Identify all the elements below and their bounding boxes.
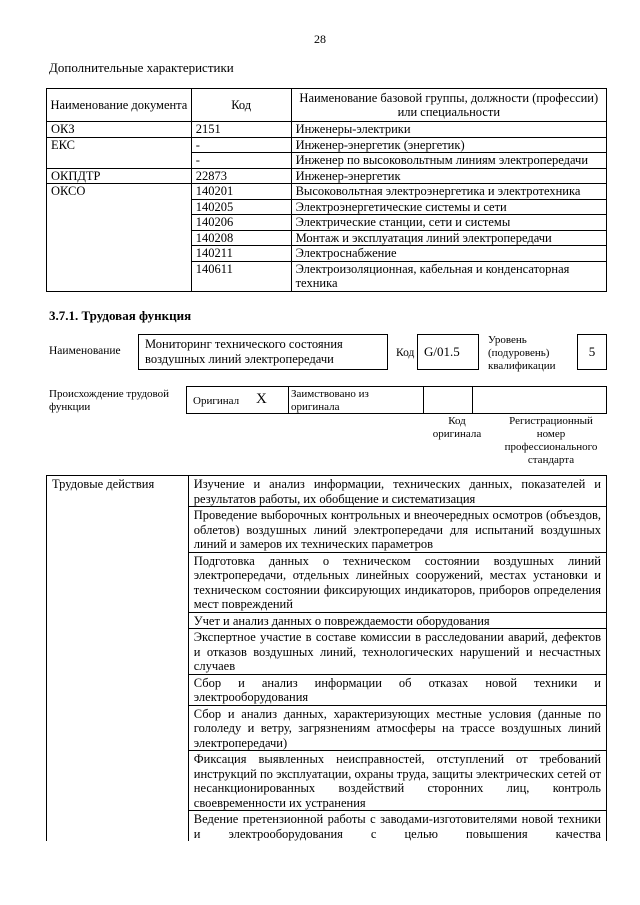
labor-action-item: Фиксация выявленных неисправностей, отступлений от требований инструкций по эксплуатации, охраны труда, защиты электрических сетей от несанкционированных воздействий сторонних лиц, контроль своевременности их устранения xyxy=(188,751,606,811)
labor-action-item: Учет и анализ данных о повреждаемости оборудования xyxy=(188,612,606,629)
char-cell-name: Инженеры-электрики xyxy=(291,122,606,138)
char-row xyxy=(47,168,607,184)
labor-action-item: Ведение претензионной работы с заводами-изготовителями новой техники и электрооборудования с целью повышения качества xyxy=(188,811,606,842)
char-cell-doc: ОКСО xyxy=(47,184,192,200)
char-cell-code: - xyxy=(191,153,291,169)
original-label: Оригинал xyxy=(193,395,240,407)
char-cell-doc: ОКПДТР xyxy=(47,168,192,184)
char-cell-name: Электроизоляционная, кабельная и конденсаторная техника xyxy=(291,261,606,291)
labor-action-item: Проведение выборочных контрольных и внеочередных осмотров (объездов, облетов) воздушных линий электропередачи для испытаний воздушных линий и замеров их технических параметров xyxy=(188,507,606,553)
char-cell-name: Инженер по высоковольтным линиям электропередачи xyxy=(291,153,606,169)
origin-label: Происхождение трудовой функции xyxy=(49,388,170,413)
reg-number-caption: Регистрационный номер профессионального стандарта xyxy=(504,415,598,466)
level-value: 5 xyxy=(577,334,607,370)
section-title: 3.7.1. Трудовая функция xyxy=(49,308,192,323)
char-cell-doc xyxy=(47,199,192,215)
char-row xyxy=(47,246,607,262)
labor-action-item: Изучение и анализ информации, технических данных, показателей и результатов работы, их обобщение и систематизация xyxy=(188,476,606,507)
char-cell-doc xyxy=(47,215,192,231)
char-cell-doc xyxy=(47,153,192,169)
origin-box xyxy=(186,386,607,414)
labor-action-item: Сбор и анализ данных, характеризующих местные условия (данные по гололеду и ветру, загрязнениям атмосферы на трассе воздушных линий электропередачи) xyxy=(188,705,606,751)
char-cell-code: 140206 xyxy=(191,215,291,231)
char-cell-doc xyxy=(47,230,192,246)
char-cell-code: 140205 xyxy=(191,199,291,215)
char-cell-code: 140201 xyxy=(191,184,291,200)
char-row xyxy=(47,230,607,246)
code-label: Код xyxy=(396,347,415,359)
char-cell-code: 22873 xyxy=(191,168,291,184)
char-cell-doc xyxy=(47,246,192,262)
char-cell-doc: ЕКС xyxy=(47,137,192,153)
header-group-name: Наименование базовой группы, должности (профессии) или специальности xyxy=(291,89,606,122)
header-document: Наименование документа xyxy=(47,89,192,122)
char-cell-code: 140611 xyxy=(191,261,291,291)
labor-actions-table xyxy=(46,475,607,841)
characteristics-table xyxy=(46,88,607,292)
labor-action-item: Экспертное участие в составе комиссии в расследовании аварий, дефектов и отказов воздушных линий, технологических нарушений и несчастных случаев xyxy=(188,629,606,675)
code-original-caption: Код оригинала xyxy=(432,415,482,440)
header-code: Код xyxy=(191,89,291,122)
char-cell-code: 2151 xyxy=(191,122,291,138)
function-name-value: Мониторинг технического состояния воздушных линий электропередачи xyxy=(138,334,388,370)
borrowed-label: Заимствовано из оригинала xyxy=(291,388,369,413)
char-row xyxy=(47,122,607,138)
function-code-value: G/01.5 xyxy=(417,334,479,370)
additional-characteristics-title: Дополнительные характеристики xyxy=(49,60,234,75)
char-row xyxy=(47,137,607,153)
level-label: Уровень (подуровень) квалификации xyxy=(488,334,556,372)
char-cell-name: Электроэнергетические системы и сети xyxy=(291,199,606,215)
char-cell-name: Инженер-энергетик xyxy=(291,168,606,184)
char-cell-name: Электроснабжение xyxy=(291,246,606,262)
char-cell-code: 140208 xyxy=(191,230,291,246)
action-row xyxy=(47,476,607,507)
original-mark: X xyxy=(256,391,267,407)
char-cell-code: - xyxy=(191,137,291,153)
char-cell-name: Электрические станции, сети и системы xyxy=(291,215,606,231)
name-label: Наименование xyxy=(49,345,121,357)
char-row xyxy=(47,215,607,231)
labor-actions-label: Трудовые действия xyxy=(47,476,189,842)
char-row xyxy=(47,184,607,200)
char-cell-doc: ОКЗ xyxy=(47,122,192,138)
char-cell-name: Высоковольтная электроэнергетика и электротехника xyxy=(291,184,606,200)
char-row xyxy=(47,153,607,169)
char-cell-doc xyxy=(47,261,192,291)
char-row xyxy=(47,199,607,215)
char-row xyxy=(47,261,607,291)
labor-action-item: Сбор и анализ информации об отказах новой техники и электрооборудования xyxy=(188,674,606,705)
char-cell-name: Инженер-энергетик (энергетик) xyxy=(291,137,606,153)
char-cell-name: Монтаж и эксплуатация линий электропередачи xyxy=(291,230,606,246)
page-number: 28 xyxy=(314,32,326,46)
labor-action-item: Подготовка данных о техническом состоянии воздушных линий электропередачи, отдельных линейных сооружений, местах установки и техническом состоянии фиксирующих индикаторов, приборов определения мест повреждений xyxy=(188,552,606,612)
char-cell-code: 140211 xyxy=(191,246,291,262)
